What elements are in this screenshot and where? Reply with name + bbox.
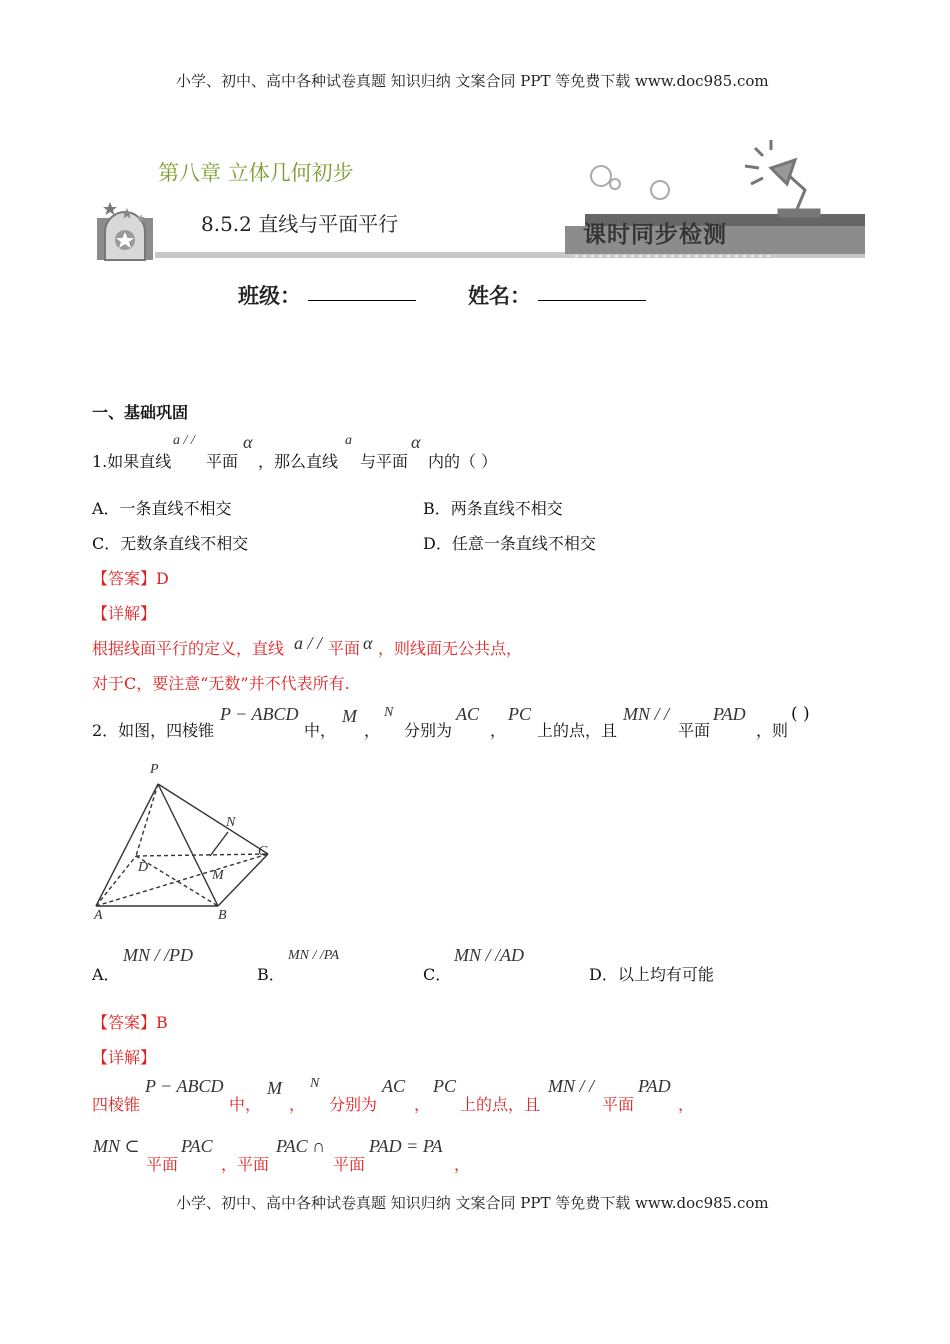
q1-math: a / / [173,433,195,448]
q2-detail-text: ， [289,1095,306,1114]
q2-detail-math: PC [433,1076,457,1096]
q2-answer-paren: ( ) [791,704,810,724]
vertex-label-b: B [218,908,227,923]
q1-option-d[interactable]: D．任意一条直线不相交 [423,534,596,553]
q2-stem-part: 上的点，且 [537,721,618,740]
q2-math: PAD [713,704,746,724]
vertex-label-n: N [226,815,236,830]
q2-math: M [342,706,357,726]
q2-detail-text: 中， [229,1095,262,1114]
q2-detail-text: 上的点，且 [460,1095,541,1114]
q2-stem-part: ， [364,721,381,740]
q2-detail-text: ， [678,1095,695,1114]
q1-stem-part: 内的（ ） [428,452,498,471]
q1-detail-label: 【详解】 [92,604,157,623]
class-field[interactable] [308,278,416,301]
q1-option-b[interactable]: B．两条直线不相交 [423,499,563,518]
edge-dc [136,854,268,856]
name-field[interactable] [538,278,646,301]
q2-detail-text: ， [454,1155,471,1174]
q1-stem-part: 平面 [206,452,239,471]
q2-option-a-label: A． [92,965,120,984]
q2-detail-math: MN / / [548,1076,595,1096]
section-heading: 一、基础巩固 [92,403,189,422]
q2-detail-text: ， [414,1095,431,1114]
q2-detail-math: PAC ∩ [276,1136,326,1156]
q1-detail-text: ，则线面无公共点， [378,639,523,658]
q2-answer: 【答案】B [92,1013,168,1032]
q2-option-b-math: MN / /PA [288,948,340,963]
q2-stem-part: 平面 [678,721,711,740]
edge-pa [96,784,158,906]
q1-stem-part: ，那么直线 [258,452,339,471]
q2-detail-text: 四棱锥 [92,1095,141,1114]
vertex-label-d: D [138,860,149,875]
q2-math: P − ABCD [220,704,299,724]
q2-detail-math: PAD = PA [369,1136,443,1156]
q2-detail-text: 平面 [602,1095,635,1114]
header-site-text: 小学、初中、高中各种试卷真题 知识归纳 文案合同 PPT 等免费下载 www.doc985.com [176,72,769,90]
q2-stem-part: 分别为 [404,721,453,740]
q1-math: α [243,432,253,452]
q1-math: a [345,433,352,448]
pyramid-figure [88,760,288,930]
vertex-label-p: P [150,762,159,777]
q2-math: PC [508,704,532,724]
q2-detail-label: 【详解】 [92,1048,157,1067]
banner-label: 课时同步检测 [583,222,727,248]
q2-detail-math: MN ⊂ [93,1136,140,1156]
q2-option-a-math: MN / /PD [123,945,193,965]
q2-detail-math: N [310,1076,320,1091]
q1-detail-math: α [363,633,373,653]
lesson-title: 8.5.2 直线与平面平行 [201,212,399,236]
q1-detail-text: 平面 [328,639,361,658]
q1-answer: 【答案】D [92,569,169,588]
q2-detail-text: 分别为 [329,1095,378,1114]
q2-option-b-label: B． [257,965,285,984]
q2-detail-math: PAD [638,1076,671,1096]
q2-stem-part: ， [490,721,507,740]
desk-lamp-icon [745,140,819,216]
segment-mn [210,832,228,856]
vertex-label-a: A [94,908,103,923]
q2-math: MN / / [623,704,670,724]
q1-math: α [411,432,421,452]
q2-detail-text: 平面 [146,1155,179,1174]
q2-detail-math: P − ABCD [145,1076,224,1096]
chapter-title: 第八章 立体几何初步 [158,161,354,185]
q1-detail-text: 对于C，要注意“无数”并不代表所有. [92,674,350,693]
q2-option-c-label: C． [423,965,452,984]
q1-stem-part: 与平面 [360,452,409,471]
q2-option-c-math: MN / /AD [454,945,524,965]
footer-site-text: 小学、初中、高中各种试卷真题 知识归纳 文案合同 PPT 等免费下载 www.doc985.com [176,1194,769,1212]
q2-stem-part: 2．如图，四棱锥 [92,721,215,740]
q2-detail-text: ，平面 [221,1155,270,1174]
q2-detail-text: 平面 [333,1155,366,1174]
q2-math: AC [456,704,480,724]
q1-stem-part: 1.如果直线 [92,452,172,471]
q2-detail-math: AC [382,1076,406,1096]
name-label: 姓名： [468,284,531,308]
q2-math: N [384,705,394,720]
vertex-label-c: C [258,844,268,859]
edge-ad [96,856,136,906]
q2-detail-math: M [267,1078,282,1098]
q2-detail-math: PAC [181,1136,213,1156]
q1-option-a[interactable]: A．一条直线不相交 [92,499,232,518]
vertex-label-m: M [212,868,224,883]
chapter-banner [95,140,865,265]
q1-detail-math: a / / [294,633,323,653]
q2-stem-part: 中， [304,721,337,740]
q1-option-c[interactable]: C．无数条直线不相交 [92,534,249,553]
q1-detail-text: 根据线面平行的定义，直线 [92,639,285,658]
edge-bc [218,854,268,906]
q2-option-d[interactable]: D．以上均有可能 [589,965,714,984]
class-label: 班级： [238,284,301,308]
q2-stem-part: ，则 [756,721,789,740]
star-medal-icon [97,202,153,260]
